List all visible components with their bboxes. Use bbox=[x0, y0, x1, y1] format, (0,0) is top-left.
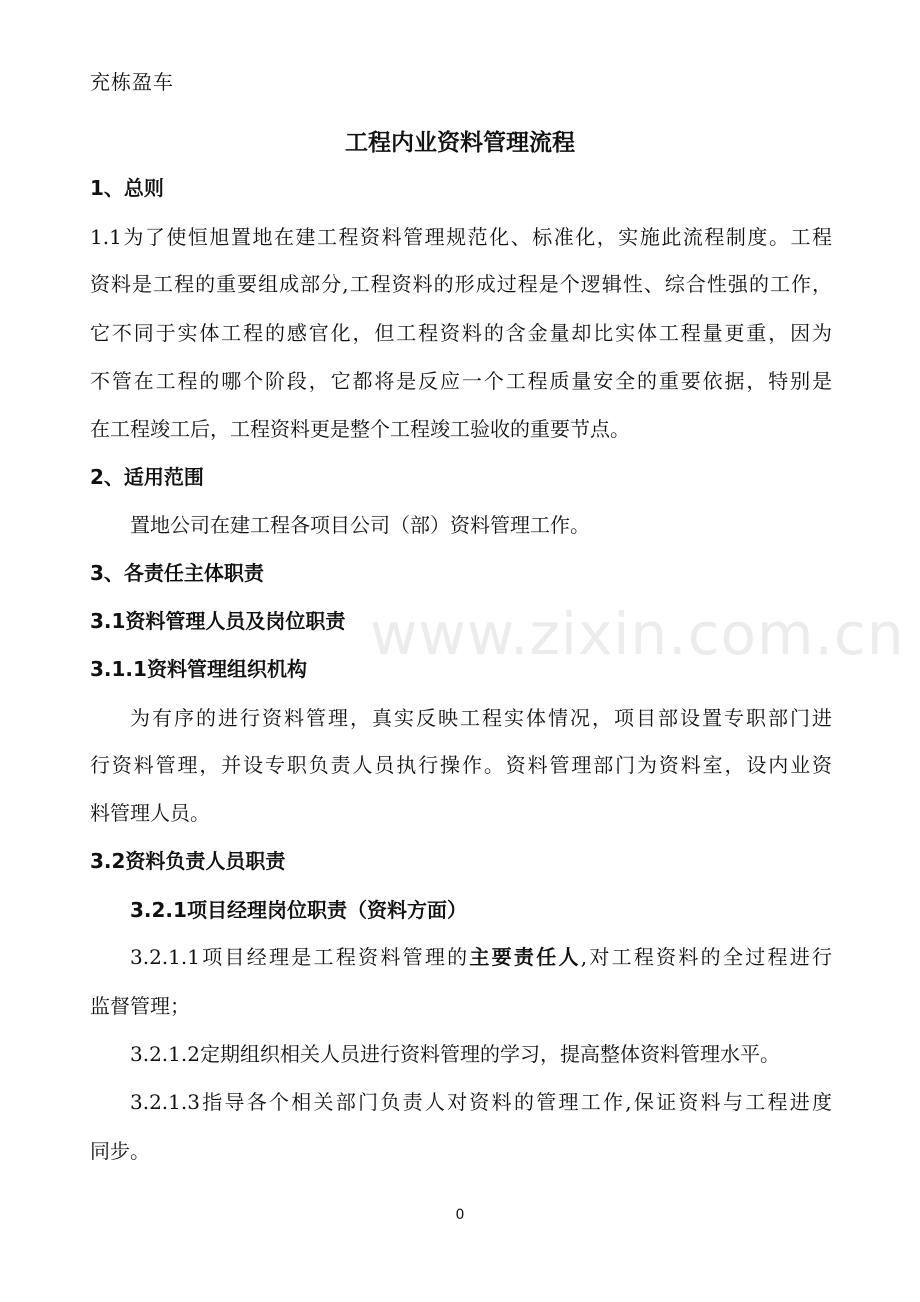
item-3-2-1-1-line2: 监督管理； bbox=[90, 994, 190, 1018]
item-3-2-1-1-line bbox=[130, 942, 832, 972]
section-3-1-heading: 3.1资料管理人员及岗位职责 bbox=[90, 609, 346, 633]
page-number: 0 bbox=[455, 1207, 465, 1223]
document-title: 工程内业资料管理流程 bbox=[345, 130, 575, 156]
item-3-2-1-1-prefix: 3.2.1.1项目经理是工程资料管理的 bbox=[130, 945, 470, 969]
item-3-2-1-2: 3.2.1.2定期组织相关人员进行资料管理的学习，提高整体资料管理水平。 bbox=[130, 1042, 780, 1066]
header-text: 充栋盈车 bbox=[90, 70, 174, 94]
section-1-paragraph-line: 资料是工程的重要组成部分,工程资料的形成过程是个逻辑性、综合性强的工作， bbox=[90, 272, 832, 296]
section-2-heading: 2、适用范围 bbox=[90, 465, 204, 489]
section-3-1-1-paragraph-line: 行资料管理，并设专职负责人员执行操作。资料管理部门为资料室，设内业资 bbox=[90, 753, 832, 777]
item-3-2-1-1-suffix: ,对工程资料的全过程进行 bbox=[580, 945, 832, 969]
watermark: www.zixin.com.cn bbox=[370, 600, 905, 668]
section-3-2-1-heading: 3.2.1项目经理岗位职责（资料方面） bbox=[130, 898, 467, 922]
item-3-2-1-3-line: 3.2.1.3指导各个相关部门负责人对资料的管理工作,保证资料与工程进度 bbox=[130, 1090, 832, 1114]
section-2-paragraph: 置地公司在建工程各项目公司（部）资料管理工作。 bbox=[130, 513, 590, 537]
section-1-paragraph-line: 在工程竣工后，工程资料更是整个工程竣工验收的重要节点。 bbox=[90, 417, 630, 441]
section-3-heading: 3、各责任主体职责 bbox=[90, 561, 264, 585]
section-3-2-heading: 3.2资料负责人员职责 bbox=[90, 849, 286, 873]
section-1-paragraph-line: 1.1为了使恒旭置地在建工程资料管理规范化、标准化，实施此流程制度。工程 bbox=[90, 225, 832, 249]
section-3-1-1-heading: 3.1.1资料管理组织机构 bbox=[90, 657, 307, 681]
section-3-1-1-paragraph-line: 为有序的进行资料管理，真实反映工程实体情况，项目部设置专职部门进 bbox=[130, 706, 832, 730]
section-1-heading: 1、总则 bbox=[90, 176, 164, 200]
section-1-paragraph-line: 它不同于实体工程的感官化，但工程资料的含金量却比实体工程量更重，因为 bbox=[90, 321, 832, 345]
item-3-2-1-3-line2: 同步。 bbox=[90, 1139, 150, 1163]
section-3-1-1-paragraph-line: 料管理人员。 bbox=[90, 801, 210, 825]
section-1-paragraph-line: 不管在工程的哪个阶段，它都将是反应一个工程质量安全的重要依据，特别是 bbox=[90, 369, 832, 393]
item-3-2-1-1-emphasis: 主要责任人 bbox=[469, 945, 581, 969]
